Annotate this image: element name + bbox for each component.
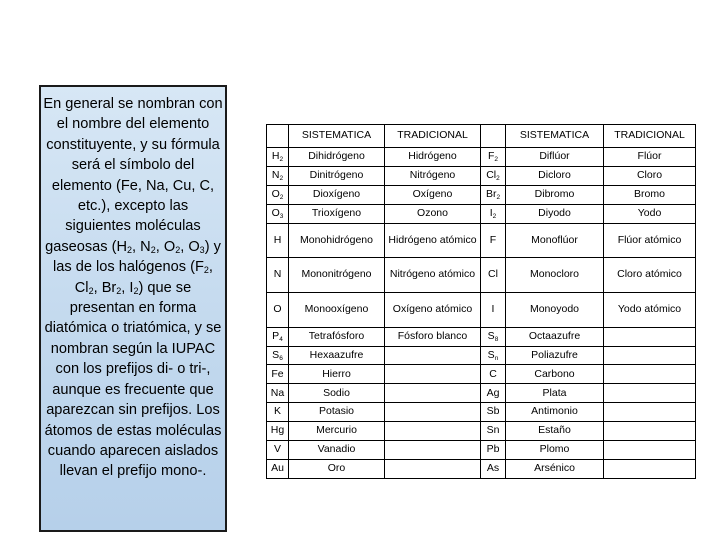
tradicional-cell: Ozono: [385, 204, 481, 223]
tradicional-cell: Oxígeno atómico: [385, 292, 481, 327]
gases-formula-subscript: 3: [199, 244, 205, 255]
sistematica-cell: Sodio: [289, 384, 385, 403]
table-row: [267, 403, 696, 422]
tradicional-cell: Nitrógeno: [385, 166, 481, 185]
sistematica-cell: Vanadio: [289, 441, 385, 460]
symbol-cell: [267, 327, 289, 346]
gases-formula-base: N: [140, 238, 151, 255]
sistematica-cell: Trioxígeno: [289, 204, 385, 223]
symbol-cell: [267, 459, 289, 478]
gases-formula-subscript: 2: [127, 244, 133, 255]
symbol-cell-base: N: [273, 268, 282, 281]
table-row: [267, 346, 696, 365]
table-row: [267, 204, 696, 223]
symbol-cell: [267, 365, 289, 384]
symbol-cell-subscript: 4: [279, 335, 283, 343]
halogens-formula-list: $F_2$, $Cl_2$, $Br_2$, $I_2$: [74, 259, 213, 296]
sistematica-cell: Potasio: [289, 403, 385, 422]
sistematica-cell: Monoyodo: [506, 292, 604, 327]
symbol-cell-base: P: [272, 329, 280, 342]
symbol-cell-subscript: 2: [496, 175, 500, 183]
symbol-cell-base: C: [489, 367, 497, 380]
symbol-cell-subscript: 2: [279, 194, 284, 202]
intro-text-2: ) y las de los halógenos (: [53, 238, 221, 276]
symbol-cell-base: V: [273, 443, 281, 456]
symbol-cell-base: O: [271, 188, 280, 201]
symbol-cell-subscript: 8: [494, 335, 499, 343]
tradicional-cell: Cloro: [604, 166, 696, 185]
sistematica-cell: Dibromo: [506, 185, 604, 204]
gases-formula-subscript: 2: [150, 244, 156, 255]
sistematica-cell: Oro: [289, 459, 385, 478]
tradicional-cell: [385, 441, 481, 460]
halogens-formula-base: F: [194, 259, 204, 276]
halogens-formula-subscript: 2: [133, 285, 139, 296]
sistematica-cell: Plata: [506, 384, 604, 403]
symbol-cell: [267, 258, 289, 293]
symbol-cell-subscript: 2: [279, 175, 284, 183]
halogens-formula-subscript: 2: [203, 265, 209, 276]
tradicional-cell: Hidrógeno: [385, 148, 481, 167]
symbol-cell-base: Hg: [270, 424, 285, 437]
table-row: [267, 459, 696, 478]
table-row: [267, 166, 696, 185]
symbol-cell-subscript: 2: [492, 212, 497, 220]
sistematica-cell: Monoflúor: [506, 223, 604, 258]
table-row: [267, 148, 696, 167]
symbol-cell-base: Sn: [486, 424, 500, 437]
symbol-cell: [481, 258, 506, 293]
symbol-cell-base: As: [486, 462, 500, 475]
symbol-cell: [481, 223, 506, 258]
symbol-cell: [267, 384, 289, 403]
symbol-cell-base: O: [273, 303, 282, 316]
tradicional-cell: Yodo: [604, 204, 696, 223]
symbol-cell: [267, 403, 289, 422]
header-sistematica-1: SISTEMATICA: [289, 125, 385, 148]
header-tradicional-1: TRADICIONAL: [385, 125, 481, 148]
symbol-cell: [267, 223, 289, 258]
table-body: [267, 148, 696, 479]
table-row: [267, 422, 696, 441]
symbol-cell-base: Cl: [488, 268, 498, 281]
symbol-cell: [481, 185, 506, 204]
sistematica-cell: Plomo: [506, 441, 604, 460]
sistematica-cell: Diflúor: [506, 148, 604, 167]
symbol-cell: [481, 292, 506, 327]
symbol-cell-base: O: [271, 206, 280, 219]
header-symbol-2: [481, 125, 506, 148]
sistematica-cell: Dihidrógeno: [289, 148, 385, 167]
symbol-cell-base: Na: [270, 386, 285, 399]
symbol-cell: [481, 166, 506, 185]
table-row: [267, 441, 696, 460]
symbol-cell: [481, 346, 506, 365]
tradicional-cell: [604, 441, 696, 460]
sistematica-cell: Diyodo: [506, 204, 604, 223]
sistematica-cell: Dinitrógeno: [289, 166, 385, 185]
tradicional-cell: [385, 365, 481, 384]
symbol-cell-subscript: n: [494, 354, 499, 362]
symbol-cell: [267, 185, 289, 204]
header-symbol-1: [267, 125, 289, 148]
table-row: [267, 327, 696, 346]
tradicional-cell: Flúor atómico: [604, 223, 696, 258]
symbol-cell-base: Au: [271, 462, 284, 475]
table-row: [267, 292, 696, 327]
sistematica-cell: Carbono: [506, 365, 604, 384]
symbol-cell: [267, 441, 289, 460]
sistematica-cell: Monocloro: [506, 258, 604, 293]
tradicional-cell: [604, 365, 696, 384]
sistematica-cell: Mercurio: [289, 422, 385, 441]
tradicional-cell: [604, 346, 696, 365]
tradicional-cell: [385, 403, 481, 422]
tradicional-cell: Hidrógeno atómico: [385, 223, 481, 258]
symbol-cell: [481, 148, 506, 167]
tradicional-cell: Bromo: [604, 185, 696, 204]
symbol-cell: [481, 384, 506, 403]
symbol-cell-base: H: [273, 233, 282, 246]
symbol-cell: [481, 403, 506, 422]
gases-formula-base: O: [163, 238, 176, 255]
symbol-cell: [481, 422, 506, 441]
symbol-cell-subscript: 2: [494, 156, 499, 164]
tradicional-cell: [604, 384, 696, 403]
gases-formula-base: O: [188, 238, 200, 255]
intro-text-3: ) que se presentan en forma diatómica o triatómica, y se nombran según la IUPAC con los prefijos di- o tri-, aunque es frecuente que aparezcan sin prefijos. Los átomos de estas moléculas cuando aparecen aislados llevan el prefijo mono-.: [44, 279, 222, 480]
gases-formula-list: $H_2$, $N_2$, $O_2$, $O_3$: [116, 238, 205, 255]
tradicional-cell: [604, 403, 696, 422]
intro-text-1: En general se nombran con el nombre del elemento constituyente, y su fórmula será el símbolo del elemento (Fe, Na, Cu, C, etc.), excepto las siguientes moléculas gaseosas (: [43, 96, 223, 255]
tradicional-cell: Yodo atómico: [604, 292, 696, 327]
table-row: [267, 223, 696, 258]
tradicional-cell: Flúor: [604, 148, 696, 167]
sistematica-cell: Hierro: [289, 365, 385, 384]
symbol-cell: [481, 327, 506, 346]
sistematica-cell: Monooxígeno: [289, 292, 385, 327]
symbol-cell-base: F: [487, 150, 495, 163]
tradicional-cell: Fósforo blanco: [385, 327, 481, 346]
tradicional-cell: [385, 422, 481, 441]
sistematica-cell: Monohidrógeno: [289, 223, 385, 258]
symbol-cell-base: Ag: [486, 386, 500, 399]
symbol-cell-subscript: 2: [279, 156, 284, 164]
sistematica-cell: Tetrafósforo: [289, 327, 385, 346]
tradicional-cell: [385, 459, 481, 478]
nomenclature-table: [266, 124, 696, 479]
sistematica-cell: Arsénico: [506, 459, 604, 478]
symbol-cell: [267, 166, 289, 185]
sistematica-cell: Octaazufre: [506, 327, 604, 346]
symbol-cell-subscript: 2: [496, 194, 501, 202]
gases-formula-base: H: [116, 238, 128, 255]
symbol-cell: [481, 441, 506, 460]
tradicional-cell: Oxígeno: [385, 185, 481, 204]
table-row: [267, 365, 696, 384]
halogens-formula-base: Br: [101, 279, 117, 296]
symbol-cell: [481, 459, 506, 478]
sistematica-cell: Estaño: [506, 422, 604, 441]
sistematica-cell: Antimonio: [506, 403, 604, 422]
tradicional-cell: Nitrógeno atómico: [385, 258, 481, 293]
table-row: [267, 258, 696, 293]
symbol-cell-base: H: [271, 150, 280, 163]
table-header-row: [267, 125, 696, 148]
tradicional-cell: [385, 384, 481, 403]
symbol-cell: [481, 365, 506, 384]
tradicional-cell: Cloro atómico: [604, 258, 696, 293]
sistematica-cell: Dioxígeno: [289, 185, 385, 204]
symbol-cell: [267, 346, 289, 365]
halogens-formula-subscript: 2: [88, 285, 94, 296]
tradicional-cell: [604, 422, 696, 441]
header-sistematica-2: SISTEMATICA: [506, 125, 604, 148]
symbol-cell-base: S: [272, 348, 280, 361]
sistematica-cell: Poliazufre: [506, 346, 604, 365]
table-row: [267, 384, 696, 403]
header-tradicional-2: TRADICIONAL: [604, 125, 696, 148]
symbol-cell: [481, 204, 506, 223]
sistematica-cell: Dicloro: [506, 166, 604, 185]
tradicional-cell: [385, 346, 481, 365]
symbol-cell-base: K: [273, 405, 281, 418]
symbol-cell: [267, 204, 289, 223]
symbol-cell: [267, 148, 289, 167]
symbol-cell-base: I: [489, 206, 493, 219]
halogens-formula-base: I: [129, 279, 134, 296]
tradicional-cell: [604, 327, 696, 346]
sistematica-cell: Hexaazufre: [289, 346, 385, 365]
symbol-cell: [267, 422, 289, 441]
symbol-cell-base: Fe: [271, 367, 284, 380]
symbol-cell-base: N: [271, 169, 280, 182]
symbol-cell-base: Br: [485, 188, 497, 201]
halogens-formula-subscript: 2: [116, 285, 122, 296]
intro-textbox: [39, 85, 227, 532]
halogens-formula-base: Cl: [74, 279, 89, 296]
gases-formula-subscript: 2: [175, 244, 181, 255]
sistematica-cell: Mononitrógeno: [289, 258, 385, 293]
symbol-cell-base: F: [489, 233, 497, 246]
symbol-cell-base: S: [487, 348, 495, 361]
symbol-cell-base: S: [487, 329, 495, 342]
tradicional-cell: [604, 459, 696, 478]
symbol-cell-base: Cl: [486, 169, 497, 182]
table-row: [267, 185, 696, 204]
symbol-cell-base: Sb: [486, 405, 500, 418]
symbol-cell-base: Pb: [486, 443, 500, 456]
symbol-cell-base: I: [491, 303, 495, 316]
symbol-cell-subscript: 3: [279, 212, 284, 220]
symbol-cell: [267, 292, 289, 327]
symbol-cell-subscript: 6: [279, 354, 283, 362]
